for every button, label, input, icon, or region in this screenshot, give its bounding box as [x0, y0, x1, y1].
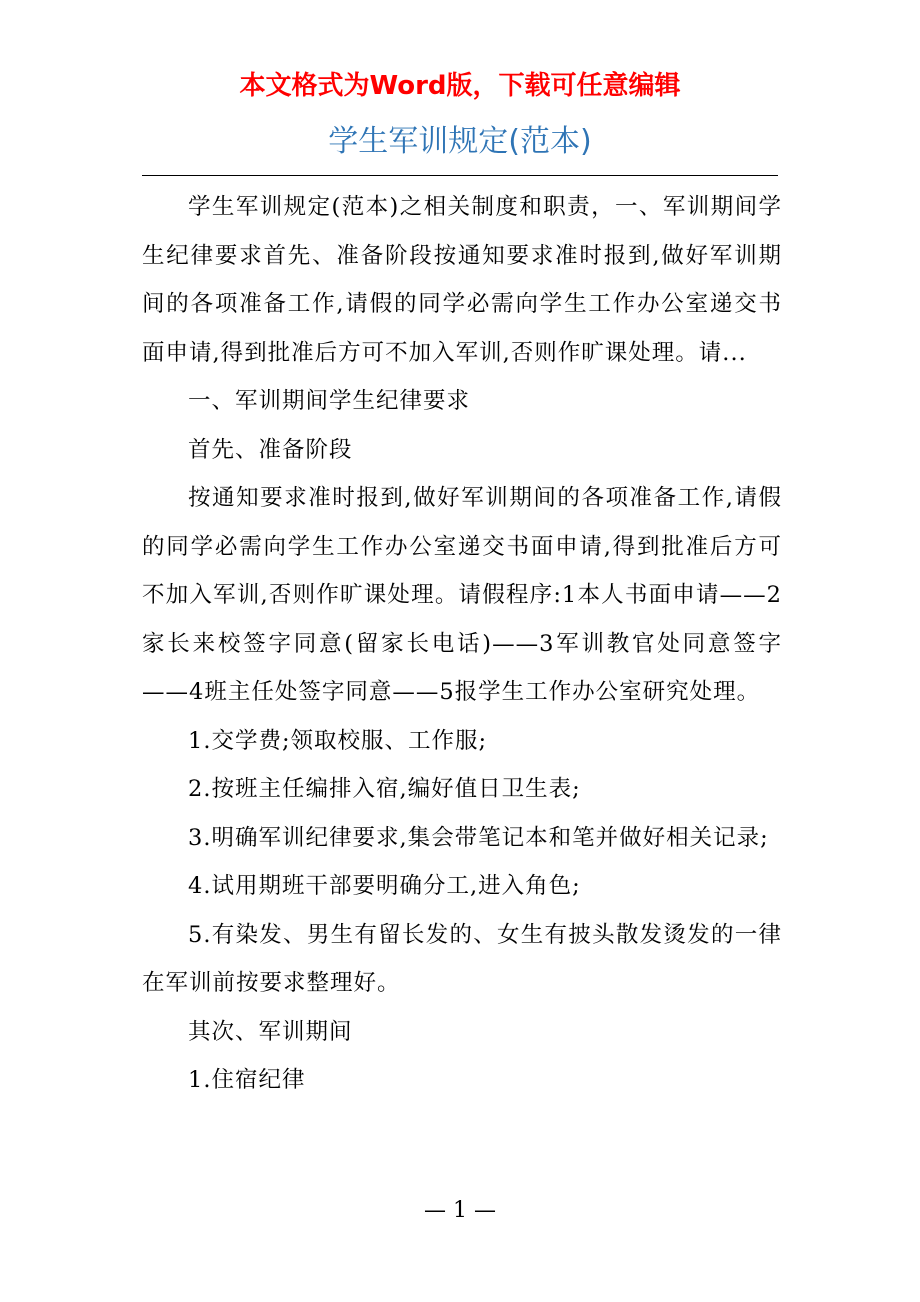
list-item: 3.明确军训纪律要求,集会带笔记本和笔并做好相关记录;	[188, 824, 769, 851]
subsection-heading: 首先、准备阶段	[188, 436, 353, 463]
body-paragraph: 按通知要求准时报到,做好军训期间的各项准备工作,请假的同学必需向学生工作办公室递交书面申请,得到批准后方可不加入军训,否则作旷课处理。请假程序:1本人书面申请——2家长来校签字同意(留家长电话)——3军训教官处同意签字——4班主任处签字同意——5报学生工作办公室研究处理。	[142, 485, 782, 705]
document-body	[142, 183, 782, 1105]
summary-paragraph: 学生军训规定(范本)之相关制度和职责，一、军训期间学生纪律要求首先、准备阶段按通知要求准时报到,做好军训期间的各项准备工作,请假的同学必需向学生工作办公室递交书面申请,得到批准后方可不加入军训,否则作旷课处理。请...	[142, 194, 782, 366]
format-notice-banner: 本文格式为Word版，下载可任意编辑	[239, 71, 681, 101]
list-item: 5.有染发、男生有留长发的、女生有披头散发烫发的一律在军训前按要求整理好。	[142, 921, 782, 996]
title-divider	[142, 175, 778, 176]
list-item: 2.按班主任编排入宿,编好值日卫生表;	[188, 776, 581, 802]
list-item: 4.试用期班干部要明确分工,进入角色;	[188, 873, 581, 899]
list-item: 1.住宿纪律	[188, 1067, 306, 1093]
page-number: — 1 —	[424, 1198, 496, 1223]
list-item: 1.交学费;领取校服、工作服;	[188, 727, 488, 754]
section-heading: 一、军训期间学生纪律要求	[188, 388, 471, 414]
document-title: 学生军训规定(范本)	[328, 124, 592, 159]
subsection-heading: 其次、军训期间	[188, 1018, 353, 1045]
